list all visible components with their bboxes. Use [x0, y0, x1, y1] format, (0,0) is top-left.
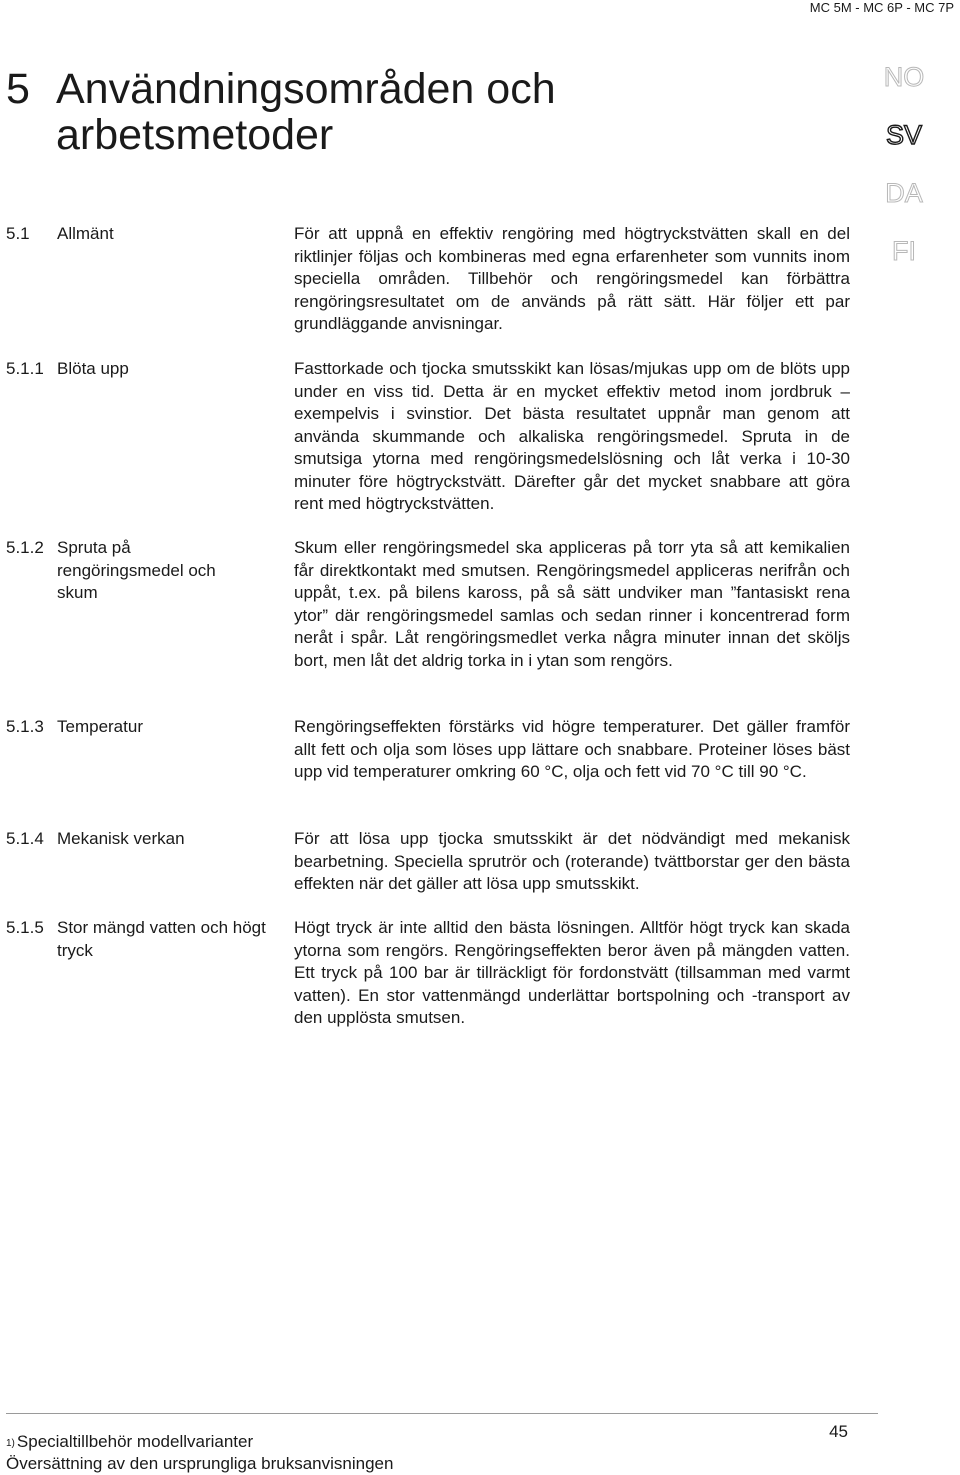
footnote-text: Specialtillbehör modellvarianter [16, 1432, 254, 1451]
section-number: 5.1.3 [6, 717, 44, 736]
page-number: 45 [829, 1422, 848, 1441]
language-tab-da[interactable]: DA [885, 178, 923, 208]
section-number: 5.1.4 [6, 829, 44, 848]
section-number: 5.1.1 [6, 359, 44, 378]
translation-note: Översättning av den ursprungliga bruksanvisningen [6, 1454, 394, 1473]
section-number: 5.1 [6, 224, 30, 243]
section-body: Skum eller rengöringsmedel ska appliceras på torr yta så att kemikalien får direktkontakt med smutsen. Rengöringsmedel appliceras nerifrån och uppåt, t.ex. på bilens kaross, på så sätt undviker man ”fantasiskt rena ytor” där rengöringsmedel samlas och sedan rinner i koncentrerad form neråt i spår. Låt rengöringsmedlet verka några minuter innan det sköljs bort, men låt det aldrig torka in i ytan som rengörs. [294, 538, 850, 670]
section-title: Blöta upp [57, 359, 129, 378]
model-header: MC 5M - MC 6P - MC 7P [809, 0, 954, 15]
language-tab-no[interactable]: NO [883, 62, 925, 92]
section-body: Fasttorkade och tjocka smutsskikt kan lösas/mjukas upp om de blöts upp under en viss tid. Detta är en mycket effektiv metod inom jordbruk – exempelvis i svinstior. Det bästa resultatet uppnår man genom att använda skummande och alkaliska rengöringsmedel. Spruta in de smutsiga ytorna med rengöringsmedelslösning och låt verka i 10-30 minuter före högtryckstvätt. Därefter går det mycket snabbare att göra rent med högtryckstvätten. [294, 359, 850, 513]
chapter-number: 5 [6, 65, 30, 113]
language-tab-sv[interactable]: SV [885, 120, 923, 150]
section-title: Spruta på rengöringsmedel och skum [57, 538, 216, 602]
section-title: Stor mängd vatten och högt tryck [57, 918, 266, 960]
section-number: 5.1.2 [6, 538, 44, 557]
footnote-marker: 1) [6, 1438, 15, 1449]
section-body: För att lösa upp tjocka smutsskikt är det nödvändigt med mekanisk bearbetning. Speciella sprutrör och (roterande) tvättborstar ger den bästa effekten när det gäller att lösa upp smutsskikt. [294, 829, 850, 893]
section-title: Mekanisk verkan [57, 829, 185, 848]
section-number: 5.1.5 [6, 918, 44, 937]
title-line-1: Användningsområden och [56, 65, 556, 113]
section-body: För att uppnå en effektiv rengöring med högtryckstvätten skall en del riktlinjer följas och kombineras med egna erfarenheter som vunnits inom speciella områden. Tillbehör och rengöringsmedel kan förbättra rengöringsresultatet om de används på rätt sätt. Här följer ett par grundläggande anvisningar. [294, 224, 850, 333]
footer-divider [6, 1413, 878, 1414]
footnote [6, 1431, 253, 1453]
section-title: Allmänt [57, 224, 114, 243]
title-line-2: arbetsmetoder [56, 111, 334, 159]
section-body: Rengöringseffekten förstärks vid högre temperaturer. Det gäller framför allt fett och olja som löses upp lättare och snabbare. Proteiner löses bäst upp vid temperaturer omkring 60 °C, olja och fett vid 70 °C till 90 °C. [294, 717, 850, 781]
language-tab-fi[interactable]: FI [892, 236, 916, 266]
page-title [6, 66, 556, 158]
section-body: Högt tryck är inte alltid den bästa lösningen. Alltför högt tryck kan skada ytorna som rengörs. Rengöringseffekten beror även på mängden vatten. Ett tryck på 100 bar är tillräckligt för fordonstvätt (tillsamman med varmt vatten). En stor vattenmängd underlättar bortspolning och -transport av den upplösta smutsen. [294, 918, 850, 1027]
section-title: Temperatur [57, 717, 143, 736]
